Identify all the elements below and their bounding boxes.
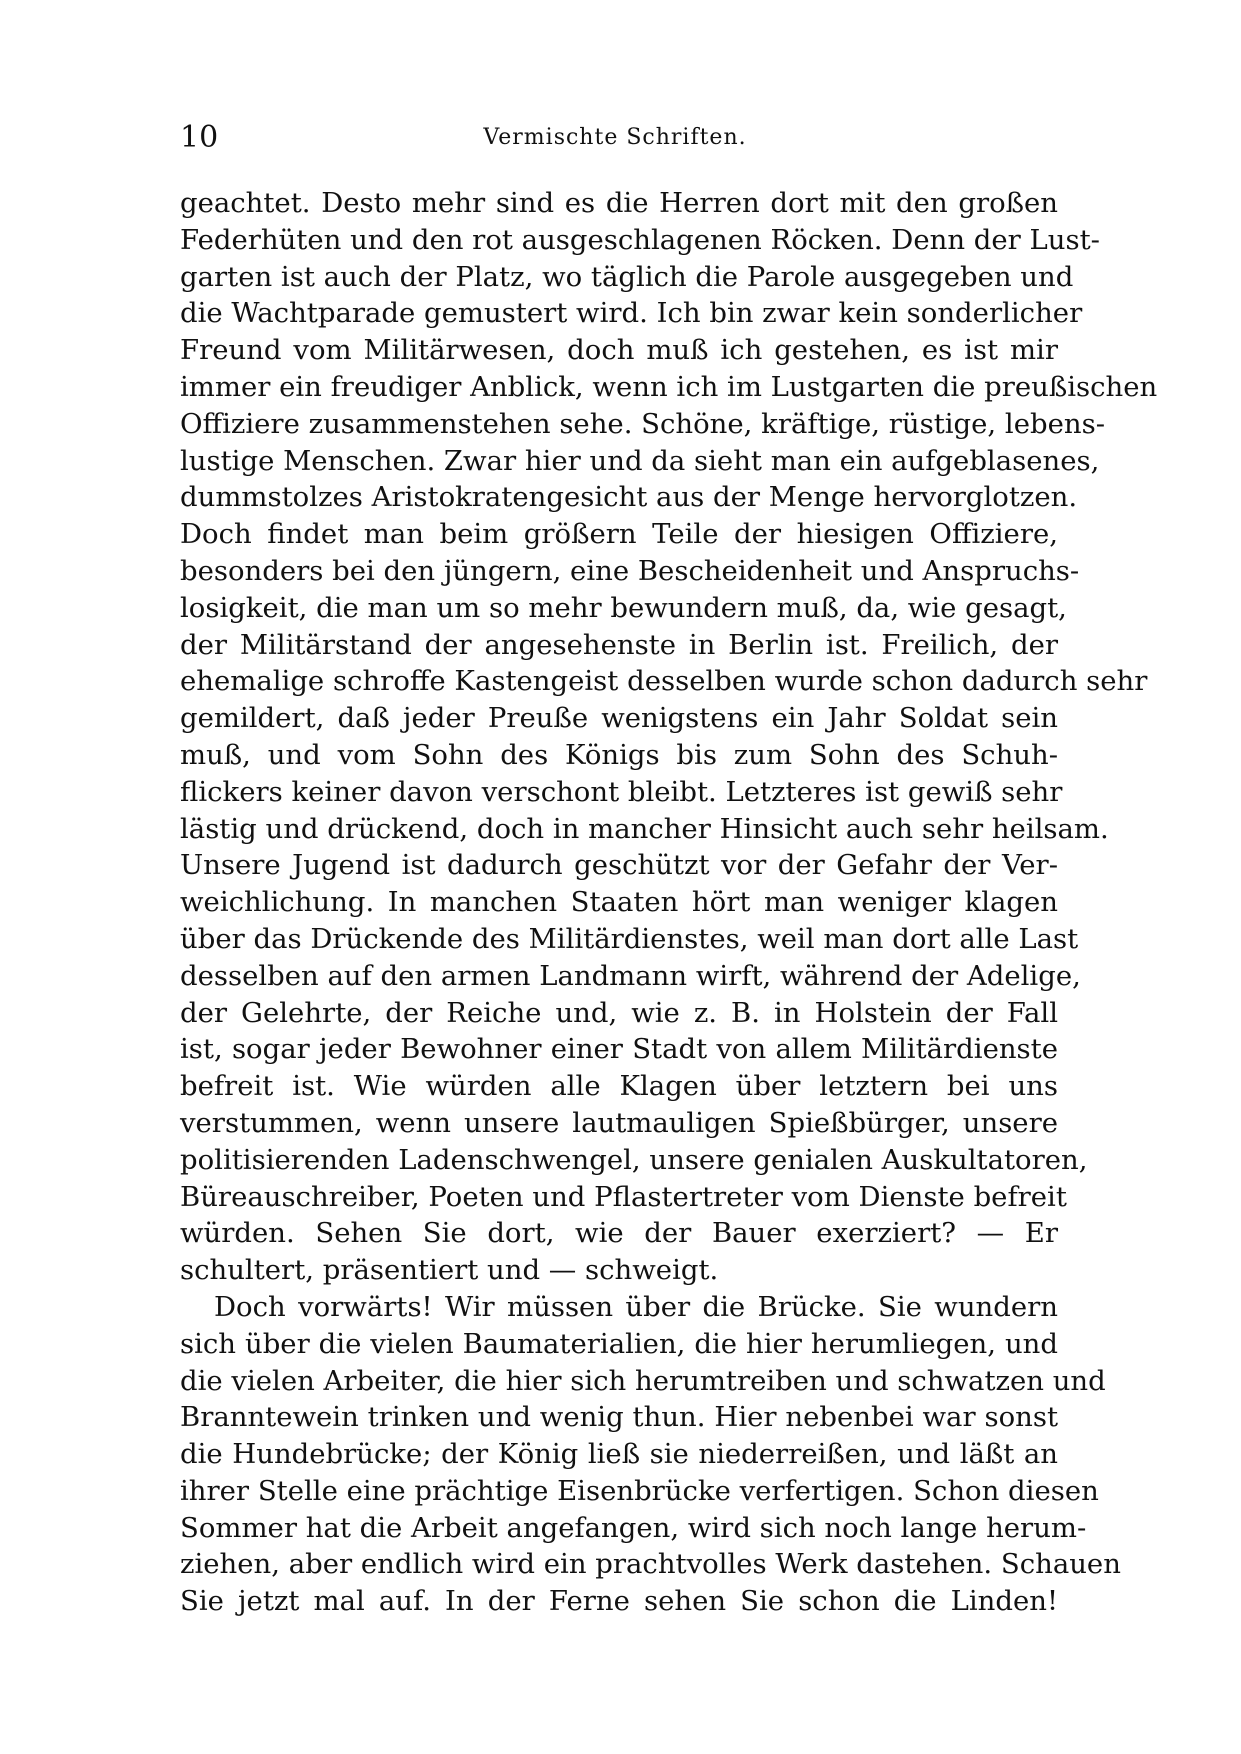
running-title: Vermischte Schriften. — [483, 125, 747, 150]
text-line: sich über die vielen Baumaterialien, die hier herumliegen, und — [180, 1327, 1058, 1360]
text-line: dummstolzes Aristokratengesicht aus der Menge hervorglotzen. — [180, 481, 1078, 514]
text-line: lästig und drückend, doch in mancher Hinsicht auch sehr heilsam. — [180, 812, 1109, 845]
paragraph-2 — [180, 1289, 1121, 1620]
text-line: die vielen Arbeiter, die hier sich herumtreiben und schwatzen und — [180, 1364, 1106, 1397]
page-header — [180, 118, 1050, 158]
text-line: Offiziere zusammenstehen sehe. Schöne, kräftige, rüstige, lebens- — [180, 407, 1105, 440]
text-line: würden. Sehen Sie dort, wie der Bauer exerziert? — Er — [180, 1217, 1058, 1250]
text-line: der Gelehrte, der Reiche und, wie z. B. in Holstein der Fall — [180, 996, 1058, 1029]
text-line: losigkeit, die man um so mehr bewundern muß, da, wie gesagt, — [180, 591, 1067, 624]
text-line: ziehen, aber endlich wird ein prachtvolles Werk dastehen. Schauen — [180, 1548, 1121, 1581]
text-line: die Hundebrücke; der König ließ sie niederreißen, und läßt an — [180, 1438, 1058, 1471]
text-line: geachtet. Desto mehr sind es die Herren dort mit den großen — [180, 187, 1058, 219]
text-line: flickers keiner davon verschont bleibt. Letzteres ist gewiß sehr — [180, 775, 1063, 808]
text-line: Sommer hat die Arbeit angefangen, wird sich noch lange herum- — [180, 1511, 1087, 1544]
text-line: Sie jetzt mal auf. In der Ferne sehen Sie schon die Linden! — [180, 1585, 1058, 1618]
body-text — [180, 185, 1158, 1620]
text-line: Freund vom Militärwesen, doch muß ich gestehen, es ist mir — [180, 334, 1058, 367]
text-line: schultert, präsentiert und — schweigt. — [180, 1254, 719, 1287]
text-line: Unsere Jugend ist dadurch geschützt vor der Gefahr der Ver- — [180, 849, 1058, 882]
text-line: verstummen, wenn unsere lautmauligen Spießbürger, unsere — [180, 1106, 1058, 1139]
text-line: Doch findet man beim größern Teile der hiesigen Offiziere, — [180, 518, 1058, 551]
text-line: ist, sogar jeder Bewohner einer Stadt von allem Militärdienste — [180, 1033, 1058, 1066]
text-line: besonders bei den jüngern, eine Bescheidenheit und Anspruchs- — [180, 554, 1080, 587]
text-line: muß, und vom Sohn des Königs bis zum Sohn des Schuh- — [180, 738, 1058, 771]
text-line: ihrer Stelle eine prächtige Eisenbrücke verfertigen. Schon diesen — [180, 1474, 1099, 1507]
text-line: Federhüten und den rot ausgeschlagenen Röcken. Denn der Lust- — [180, 223, 1100, 256]
text-line: politisierenden Ladenschwengel, unsere genialen Auskultatoren, — [180, 1143, 1088, 1176]
text-line: weichlichung. In manchen Staaten hört man weniger klagen — [180, 886, 1058, 919]
page-number: 10 — [180, 120, 219, 155]
text-line: garten ist auch der Platz, wo täglich die Parole ausgegeben und — [180, 260, 1074, 293]
text-line: befreit ist. Wie würden alle Klagen über letztern bei uns — [180, 1070, 1058, 1103]
text-line: gemildert, daß jeder Preuße wenigstens ein Jahr Soldat sein — [180, 702, 1058, 735]
text-line: ehemalige schroffe Kastengeist desselben wurde schon dadurch sehr — [180, 665, 1148, 698]
text-line: desselben auf den armen Landmann wirft, während der Adelige, — [180, 959, 1081, 992]
text-line: Doch vorwärts! Wir müssen über die Brücke. Sie wundern — [214, 1290, 1058, 1323]
text-line: Büreauschreiber, Poeten und Pflastertreter vom Dienste befreit — [180, 1180, 1067, 1213]
text-line: über das Drückende des Militärdienstes, weil man dort alle Last — [180, 922, 1079, 955]
text-line: Branntewein trinken und wenig thun. Hier nebenbei war sonst — [180, 1401, 1058, 1434]
paragraph-1 — [180, 185, 1158, 1289]
text-line: die Wachtparade gemustert wird. Ich bin zwar kein sonderlicher — [180, 297, 1083, 330]
text-line: immer ein freudiger Anblick, wenn ich im Lustgarten die preußischen — [180, 370, 1158, 403]
text-line: lustige Menschen. Zwar hier und da sieht man ein aufgeblasenes, — [180, 444, 1100, 477]
text-line: der Militärstand der angesehenste in Berlin ist. Freilich, der — [180, 628, 1058, 661]
